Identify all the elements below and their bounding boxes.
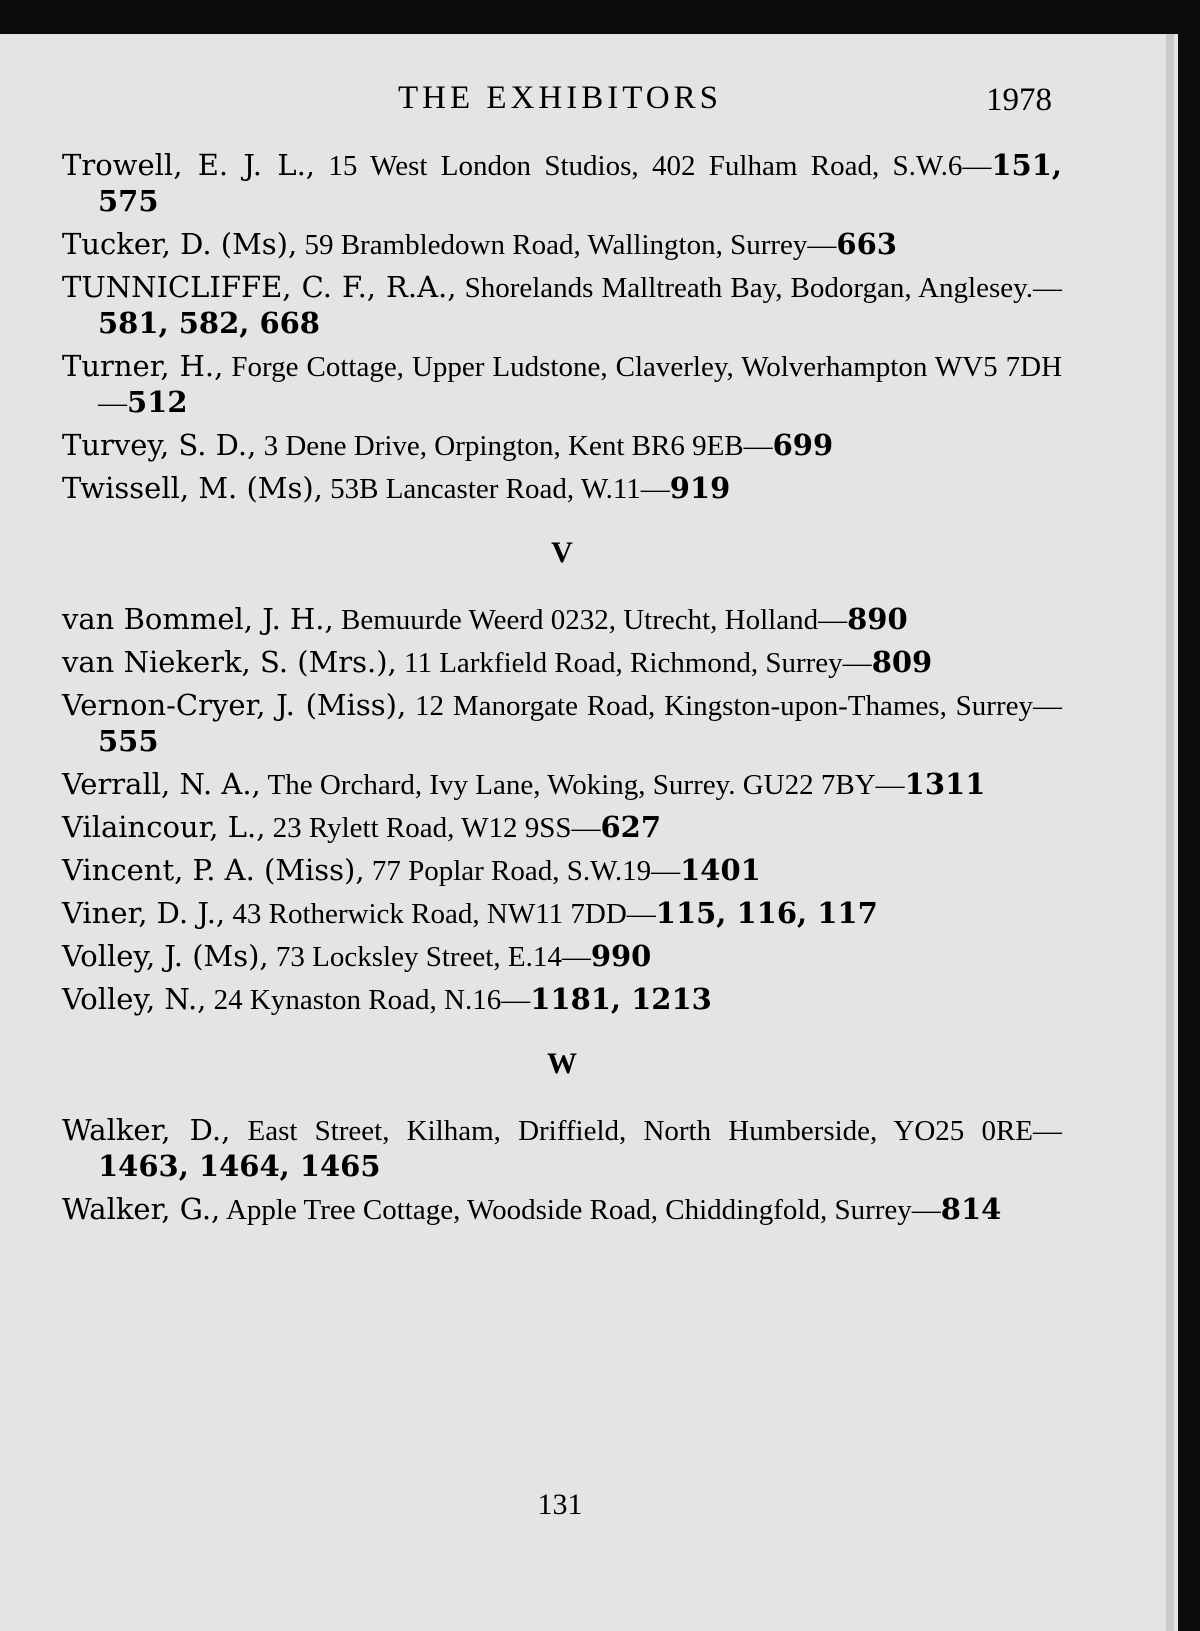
exhibit-numbers: 1401	[680, 853, 761, 887]
exhibitor-address: 12 Manorgate Road, Kingston-upon-Thames, Surrey—	[415, 690, 1062, 722]
list-item	[62, 688, 1062, 760]
exhibit-numbers: 990	[590, 939, 652, 973]
exhibitor-address: East Street, Kilham, Driffield, North Humberside, YO25 0RE—	[247, 1115, 1063, 1147]
exhibit-numbers: 115, 116, 117	[655, 896, 878, 930]
exhibitor-address: Shorelands Malltreath Bay, Bodorgan, Anglesey.—	[464, 272, 1062, 304]
exhibitor-address: Bemuurde Weerd 0232, Utrecht, Holland—	[341, 604, 848, 636]
exhibitor-address: 11 Larkfield Road, Richmond, Surrey—	[404, 647, 872, 679]
exhibitor-address: Apple Tree Cottage, Woodside Road, Chiddingfold, Surrey—	[225, 1194, 941, 1226]
exhibitor-name: Vilaincour, L.,	[62, 810, 266, 844]
exhibit-numbers: 1463, 1464, 1465	[98, 1149, 381, 1183]
exhibit-numbers: 151, 575	[98, 148, 1063, 218]
exhibit-numbers: 890	[847, 602, 908, 636]
list-item	[62, 227, 1062, 263]
exhibitor-address: 3 Dene Drive, Orpington, Kent BR6 9EB—	[263, 430, 773, 462]
exhibitor-name: Verrall, N. A.,	[62, 767, 261, 801]
list-item	[62, 767, 1062, 803]
exhibitor-name: TUNNICLIFFE, C. F., R.A.,	[62, 270, 457, 304]
section-heading-v: V	[551, 536, 573, 569]
exhibit-numbers: 555	[98, 724, 159, 758]
exhibit-numbers: 1181, 1213	[530, 982, 712, 1016]
exhibit-numbers: 919	[669, 471, 731, 505]
list-item	[62, 982, 1062, 1018]
exhibit-numbers: 1311	[904, 767, 986, 801]
list-item	[62, 853, 1062, 889]
list-item	[62, 349, 1062, 421]
exhibit-numbers: 581, 582, 668	[98, 306, 320, 340]
exhibitor-list	[62, 148, 1062, 1235]
exhibitor-name: Tucker, D. (Ms),	[62, 227, 298, 261]
exhibitor-address: 59 Brambledown Road, Wallington, Surrey—	[304, 229, 837, 261]
page-number: 131	[537, 1488, 583, 1521]
exhibitor-address: 53B Lancaster Road, W.11—	[330, 473, 670, 505]
exhibitor-name: Walker, D.,	[62, 1113, 231, 1147]
exhibit-numbers: 814	[940, 1192, 1002, 1226]
exhibitor-address: 77 Poplar Road, S.W.19—	[371, 855, 681, 887]
exhibitor-name: Vernon-Cryer, J. (Miss),	[62, 688, 407, 722]
list-item	[62, 1113, 1062, 1185]
exhibitor-name: Turner, H.,	[62, 349, 224, 383]
list-item	[62, 896, 1062, 932]
section-heading-w: W	[547, 1047, 577, 1080]
page-edge	[1166, 34, 1174, 1631]
running-header-year: 1978	[986, 82, 1052, 118]
exhibitor-address: Forge Cottage, Upper Ludstone, Claverley, Wolverhampton WV5 7DH—	[98, 351, 1063, 419]
exhibitor-name: Volley, N.,	[62, 982, 207, 1016]
exhibit-numbers: 512	[127, 385, 188, 419]
exhibitor-address: 15 West London Studios, 402 Fulham Road, S.W.6—	[328, 150, 992, 182]
exhibitor-address: 43 Rotherwick Road, NW11 7DD—	[232, 898, 656, 930]
running-header-title: THE EXHIBITORS	[398, 80, 722, 116]
list-item	[62, 1192, 1062, 1228]
exhibitor-name: van Niekerk, S. (Mrs.),	[62, 645, 397, 679]
exhibitor-address: The Orchard, Ivy Lane, Woking, Surrey. GU22 7BY—	[267, 769, 905, 801]
list-item	[62, 810, 1062, 846]
exhibitor-name: Viner, D. J.,	[62, 896, 226, 930]
section-v	[62, 602, 1062, 1018]
exhibitor-name: Trowell, E. J. L.,	[62, 148, 316, 182]
list-item	[62, 428, 1062, 464]
exhibitor-address: 24 Kynaston Road, N.16—	[213, 984, 531, 1016]
list-item	[62, 939, 1062, 975]
section-w	[62, 1113, 1062, 1228]
list-item	[62, 602, 1062, 638]
exhibitor-address: 73 Locksley Street, E.14—	[275, 941, 591, 973]
exhibit-numbers: 663	[836, 227, 897, 261]
exhibitor-name: Volley, J. (Ms),	[62, 939, 269, 973]
section-t	[62, 148, 1062, 507]
exhibitor-address: 23 Rylett Road, W12 9SS—	[272, 812, 601, 844]
list-item	[62, 148, 1062, 220]
list-item	[62, 645, 1062, 681]
list-item	[62, 471, 1062, 507]
exhibitor-name: Walker, G.,	[62, 1192, 221, 1226]
exhibitor-name: van Bommel, J. H.,	[62, 602, 334, 636]
list-item	[62, 270, 1062, 342]
exhibit-numbers: 809	[871, 645, 933, 679]
exhibitor-name: Twissell, M. (Ms),	[62, 471, 323, 505]
exhibitor-name: Vincent, P. A. (Miss),	[62, 853, 365, 887]
exhibitor-name: Turvey, S. D.,	[62, 428, 257, 462]
exhibit-numbers: 627	[600, 810, 662, 844]
exhibit-numbers: 699	[772, 428, 834, 462]
